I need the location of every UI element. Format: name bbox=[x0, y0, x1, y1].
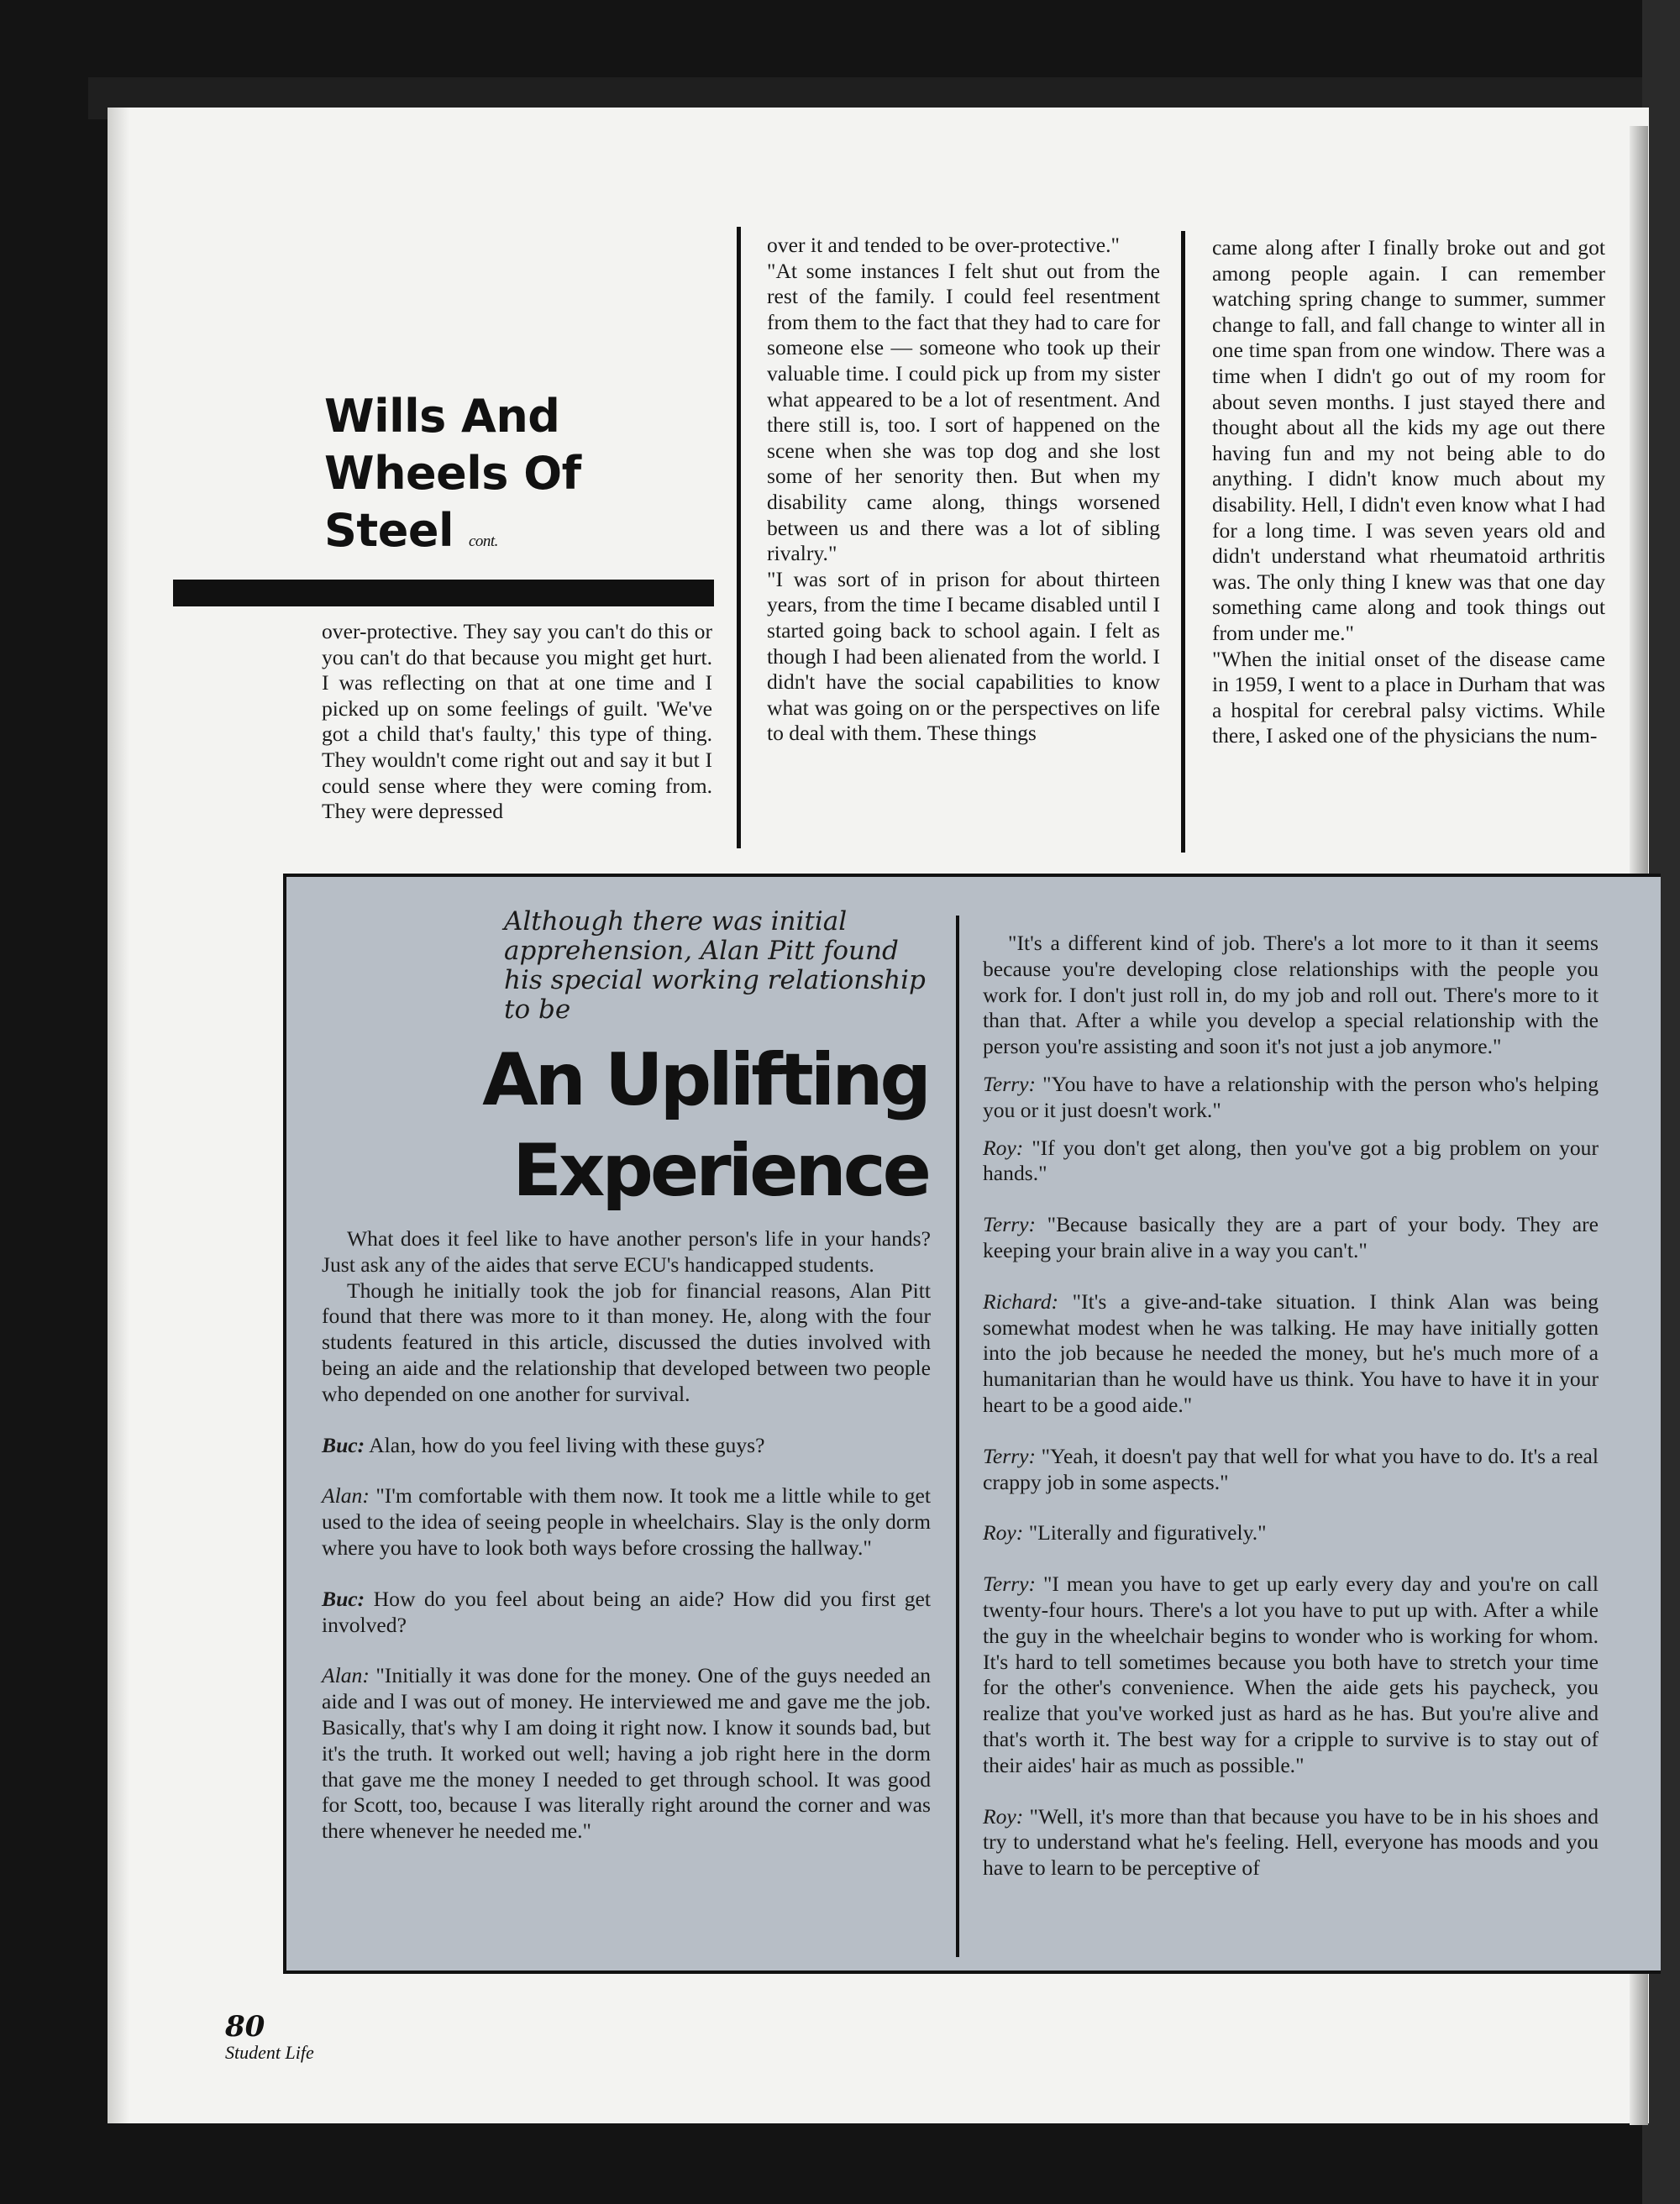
interview-line bbox=[322, 1433, 931, 1459]
right-intro-paragraph: "It's a different kind of job. There's a lot more to it than it seems because you're developing close relationships with the people you work for. I don't just roll in, do my job and roll out. There's more to it than that. After a while you develop a special relationship with the person you're assisting and soon it's not just a job anymore." bbox=[983, 931, 1599, 1059]
speaker-label: Roy: bbox=[983, 1135, 1024, 1160]
speaker-label: Terry: bbox=[983, 1443, 1037, 1468]
page-gutter-shadow bbox=[108, 108, 129, 2123]
title-bar-divider bbox=[173, 580, 714, 606]
speaker-text: "Initially it was done for the money. One of the guys needed an aide and I was out of money. He interviewed me and gave me the job. Basically, that's why I am doing it right now. I know it sounds bad, but it's the truth. It worked out well; having a job right here in the dorm that gave me the money I needed to get through school. It was good for Scott, too, because I was literally right around the corner and was there whenever he needed me." bbox=[322, 1663, 931, 1844]
title-line-3: Steel bbox=[324, 504, 454, 557]
section-label: Student Life bbox=[225, 2042, 314, 2063]
speaker-text: "I mean you have to get up early every day and you're on call twenty-four hours. There's a lot you have to put up with. After a while the guy in the wheelchair begins to wonder who is working for whom. It's hard to tell sometimes because you both have to stretch your time for the other's convenience. When the aide gets his paycheck, you realize that you've worked just as hard as he has. But you're alive and that's worth it. The best way for a cripple to survive is to stay out of their aides' hair as much as possible." bbox=[983, 1572, 1599, 1777]
column-rule-1 bbox=[737, 227, 741, 848]
interview-line bbox=[322, 1587, 931, 1639]
speaker-text: "You have to have a relationship with the person who's helping you or it just doesn't work." bbox=[983, 1071, 1599, 1122]
title-line-2: Wheels Of bbox=[324, 447, 581, 500]
speaker-text: "If you don't get along, then you've got a big problem on your hands." bbox=[983, 1135, 1599, 1186]
speaker-label: Buc: bbox=[322, 1586, 365, 1611]
headline-line-1: An Uplifting bbox=[482, 1038, 928, 1122]
speaker-label: Alan: bbox=[322, 1483, 370, 1509]
interview-line bbox=[983, 1444, 1599, 1496]
speaker-label: Terry: bbox=[983, 1212, 1037, 1237]
speaker-label: Richard: bbox=[983, 1288, 1059, 1314]
speaker-label: Terry: bbox=[983, 1071, 1037, 1096]
intro-paragraph-1: What does it feel like to have another person's life in your hands? Just ask any of the aides that serve ECU's handicapped students. bbox=[322, 1226, 931, 1277]
speaker-text: "Literally and figuratively." bbox=[1023, 1520, 1267, 1545]
speaker-label: Alan: bbox=[322, 1663, 370, 1688]
speaker-text: How do you feel about being an aide? How did you first get involved? bbox=[322, 1586, 931, 1637]
feature-right-column bbox=[983, 931, 1599, 1881]
page-footer bbox=[225, 2012, 314, 2064]
column-rule-2 bbox=[1181, 231, 1185, 853]
article-column-1: over-protective. They say you can't do this or you can't do that because you might get hurt. I was reflecting on that at one time and I picked up on some feelings of guilt. 'We've got a child that's faulty,' this type of thing. They wouldn't come right out and say it but I could sense where they were coming from. They were depressed bbox=[322, 619, 712, 824]
feature-left-column bbox=[322, 1226, 931, 1845]
interview-line bbox=[322, 1483, 931, 1561]
speaker-text: "I'm comfortable with them now. It took me a little while to get used to the idea of seeing people in wheelchairs. Slay is the only dorm where you have to look both ways before crossing the hallway." bbox=[322, 1483, 931, 1560]
article-column-3: came along after I finally broke out and got among people again. I can remember watching spring change to summer, summer change to fall, and fall change to winter all in one time span from one window. There was a time when I didn't go out of my room for about seven months. I just stayed there and thought about all the kids my age out there having fun and my not being able to do anything. I didn't know much about my disability. Hell, I didn't even know what I had for a long time. I was seven years old and didn't understand what rheumatoid arthritis was. The only thing I knew was that one day something came along and took things out from under me." "When the initial onset of the disease came in 1959, I went to a place in Durham that was a hospital for cerebral palsy victims. While there, I asked one of the physicians the num- bbox=[1212, 235, 1605, 748]
speaker-label: Terry: bbox=[983, 1572, 1037, 1597]
speaker-text: Alan, how do you feel living with these guys? bbox=[365, 1432, 765, 1457]
article-title bbox=[324, 388, 719, 570]
interview-line bbox=[983, 1572, 1599, 1778]
speaker-text: "Well, it's more than that because you have to be in his shoes and try to understand what he's feeling. Hell, everyone has moods and you have to learn to be perceptive of bbox=[983, 1803, 1599, 1881]
feature-headline bbox=[466, 1035, 928, 1216]
interview-line bbox=[983, 1520, 1599, 1546]
article-column-2: over it and tended to be over-protective." "At some instances I felt shut out from the rest of the family. I could feel resentment from them to the fact that they had to care for someone else — someone who took up their valuable time. I could pick up from my sister what appeared to be a lot of resentment. And there still is, too. I sort of happened on the scene when she was top dog and she lost some of her senority then. But when my disability came along, things worsened between us and there was a lot of sibling rivalry." "I was sort of in prison for about thirteen years, from the time I became disabled until I started going back to school again. I felt as though I had been alienated from the world. I didn't have the social capabilities to know what was going on or the perspectives on life to deal with them. These things bbox=[767, 233, 1160, 746]
interview-line bbox=[983, 1804, 1599, 1881]
page-number: 80 bbox=[225, 2010, 265, 2044]
interview-line bbox=[983, 1212, 1599, 1264]
speaker-text: "Yeah, it doesn't pay that well for what you have to do. It's a real crappy job in some aspects." bbox=[983, 1443, 1599, 1494]
title-line-1: Wills And bbox=[324, 390, 560, 443]
speaker-text: "Because basically they are a part of your body. They are keeping your brain alive in a way you can't." bbox=[983, 1212, 1599, 1262]
speaker-label: Buc: bbox=[322, 1432, 365, 1457]
interview-line bbox=[983, 1289, 1599, 1419]
speaker-label: Roy: bbox=[983, 1520, 1024, 1545]
interview-line bbox=[983, 1072, 1599, 1124]
feature-deck: Although there was initial apprehension, Alan Pitt found his special working relationship to be bbox=[504, 906, 926, 1025]
headline-line-2: Experience bbox=[512, 1129, 928, 1213]
title-cont-label: cont. bbox=[468, 533, 498, 550]
speaker-label: Roy: bbox=[983, 1803, 1024, 1829]
intro-paragraph-2: Though he initially took the job for financial reasons, Alan Pitt found that there was more to it than money. He, along with the four students featured in this article, discussed the duties involved with being an aide and the relationship that developed between two people who depended on one another for survival. bbox=[322, 1278, 931, 1406]
speaker-text: "It's a give-and-take situation. I think Alan was being somewhat modest when he was talking. He may have initially gotten into the job because he needed the money, but he's much more of a humanitarian than he would have us think. You have to have it in your heart to be a good aide." bbox=[983, 1288, 1599, 1417]
interview-line bbox=[322, 1663, 931, 1845]
feature-column-rule bbox=[956, 916, 959, 1957]
interview-line bbox=[983, 1136, 1599, 1188]
